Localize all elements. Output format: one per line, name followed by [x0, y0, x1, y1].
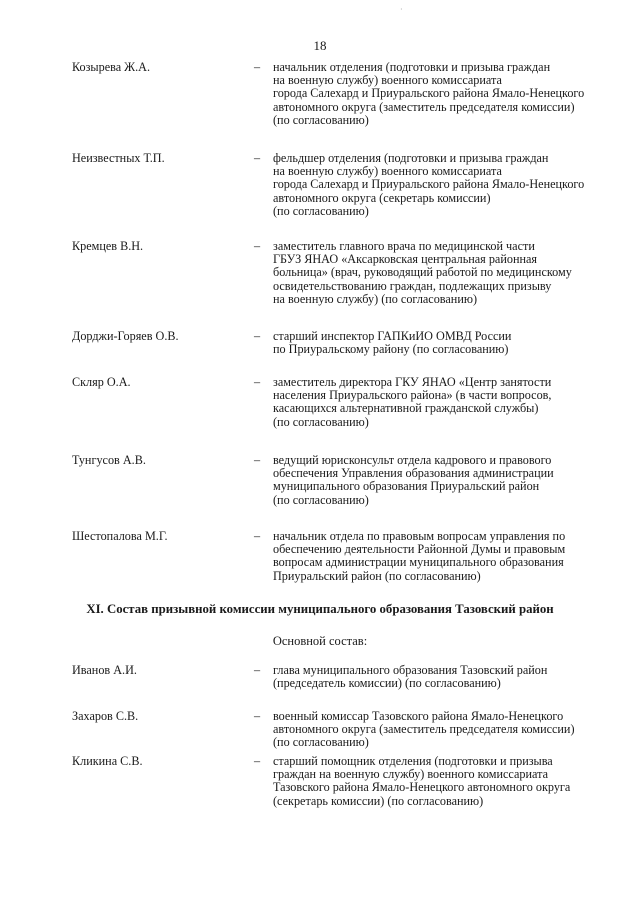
scan-speck: · — [400, 5, 403, 14]
member-name: Захаров С.В. — [72, 709, 139, 723]
member-role — [273, 330, 613, 356]
member-role — [273, 376, 613, 429]
dash-separator: – — [254, 60, 261, 74]
role-line: касающихся альтернативной гражданской службы) — [273, 401, 539, 416]
member-role — [273, 530, 613, 583]
role-line: на военную службу) (по согласованию) — [273, 291, 478, 306]
role-line: освидетельствованию граждан, подлежащих призыву — [273, 278, 552, 293]
member-role — [273, 152, 613, 218]
member-role — [273, 710, 613, 750]
member-name: Шестопалова М.Г. — [72, 529, 168, 543]
role-line: заместитель главного врача по медицинской части — [273, 239, 535, 253]
role-line: (по согласованию) — [273, 112, 369, 127]
role-line: военный комиссар Тазовского района Ямало-Ненецкого — [273, 709, 564, 723]
role-line: начальник отдела по правовым вопросам управления по — [273, 529, 566, 543]
role-line: на военную службу) военного комиссариата — [273, 73, 502, 88]
dash-separator: – — [254, 529, 261, 543]
role-line: вопросам администрации муниципального образования — [273, 555, 564, 570]
member-role — [273, 61, 613, 127]
role-line: (председатель комиссии) (по согласованию) — [273, 676, 501, 691]
member-name: Кликина С.В. — [72, 754, 143, 768]
section-title: XI. Состав призывной комиссии муниципального образования Тазовский район — [86, 602, 554, 616]
dash-separator: – — [254, 329, 261, 343]
role-line: (по согласованию) — [273, 492, 369, 507]
role-line: граждан на военную службу) военного комиссариата — [273, 767, 548, 782]
role-line: автономного округа (секретарь комиссии) — [273, 190, 491, 205]
role-line: обеспечения Управления образования администрации — [273, 466, 554, 481]
role-line: по Приуральскому району (по согласованию) — [273, 342, 509, 357]
role-line: населения Приуральского района» (в части вопросов, — [273, 388, 552, 403]
section-subtitle: Основной состав: — [272, 634, 368, 648]
role-line: (по согласованию) — [273, 735, 369, 750]
dash-separator: – — [254, 375, 261, 389]
member-name: Дорджи-Горяев О.В. — [72, 329, 179, 343]
dash-separator: – — [254, 151, 261, 165]
member-name: Козырева Ж.А. — [72, 60, 150, 74]
role-line: автономного округа (заместитель председателя комиссии) — [273, 99, 575, 114]
member-name: Иванов А.И. — [72, 663, 137, 677]
role-line: глава муниципального образования Тазовский район — [273, 663, 548, 677]
role-line: Тазовского района Ямало-Ненецкого автономного округа — [273, 780, 571, 795]
role-line: города Салехард и Приуральского района Ямало-Ненецкого — [273, 177, 585, 192]
role-line: обеспечению деятельности Районной Думы и правовым — [273, 542, 566, 557]
role-line: ГБУЗ ЯНАО «Аксарковская центральная районная — [273, 252, 538, 267]
role-line: Приуральский район (по согласованию) — [273, 568, 481, 583]
role-line: (по согласованию) — [273, 414, 369, 429]
member-name: Тунгусов А.В. — [72, 453, 146, 467]
role-line: фельдшер отделения (подготовки и призыва граждан — [273, 151, 549, 165]
role-line: больница» (врач, руководящий работой по медицинскому — [273, 265, 572, 280]
dash-separator: – — [254, 709, 261, 723]
role-line: на военную службу) военного комиссариата — [273, 164, 502, 179]
role-line: заместитель директора ГКУ ЯНАО «Центр занятости — [273, 375, 552, 389]
role-line: автономного округа (заместитель председателя комиссии) — [273, 722, 575, 737]
role-line: старший помощник отделения (подготовки и призыва — [273, 754, 553, 768]
role-line: (по согласованию) — [273, 203, 369, 218]
dash-separator: – — [254, 453, 261, 467]
member-name: Скляр О.А. — [72, 375, 131, 389]
role-line: старший инспектор ГАПКиИО ОМВД России — [273, 329, 512, 343]
role-line: начальник отделения (подготовки и призыва граждан — [273, 60, 551, 74]
dash-separator: – — [254, 754, 261, 768]
page-number: 18 — [313, 38, 327, 53]
member-role — [273, 454, 613, 507]
member-role — [273, 664, 613, 690]
role-line: ведущий юрисконсульт отдела кадрового и правового — [273, 453, 552, 467]
member-name: Неизвестных Т.П. — [72, 151, 165, 165]
member-role — [273, 755, 613, 808]
dash-separator: – — [254, 239, 261, 253]
dash-separator: – — [254, 663, 261, 677]
role-line: муниципального образования Приуральский район — [273, 479, 540, 494]
role-line: города Салехард и Приуральского района Ямало-Ненецкого — [273, 86, 585, 101]
role-line: (секретарь комиссии) (по согласованию) — [273, 793, 484, 808]
member-role — [273, 240, 613, 306]
member-name: Кремцев В.Н. — [72, 239, 144, 253]
